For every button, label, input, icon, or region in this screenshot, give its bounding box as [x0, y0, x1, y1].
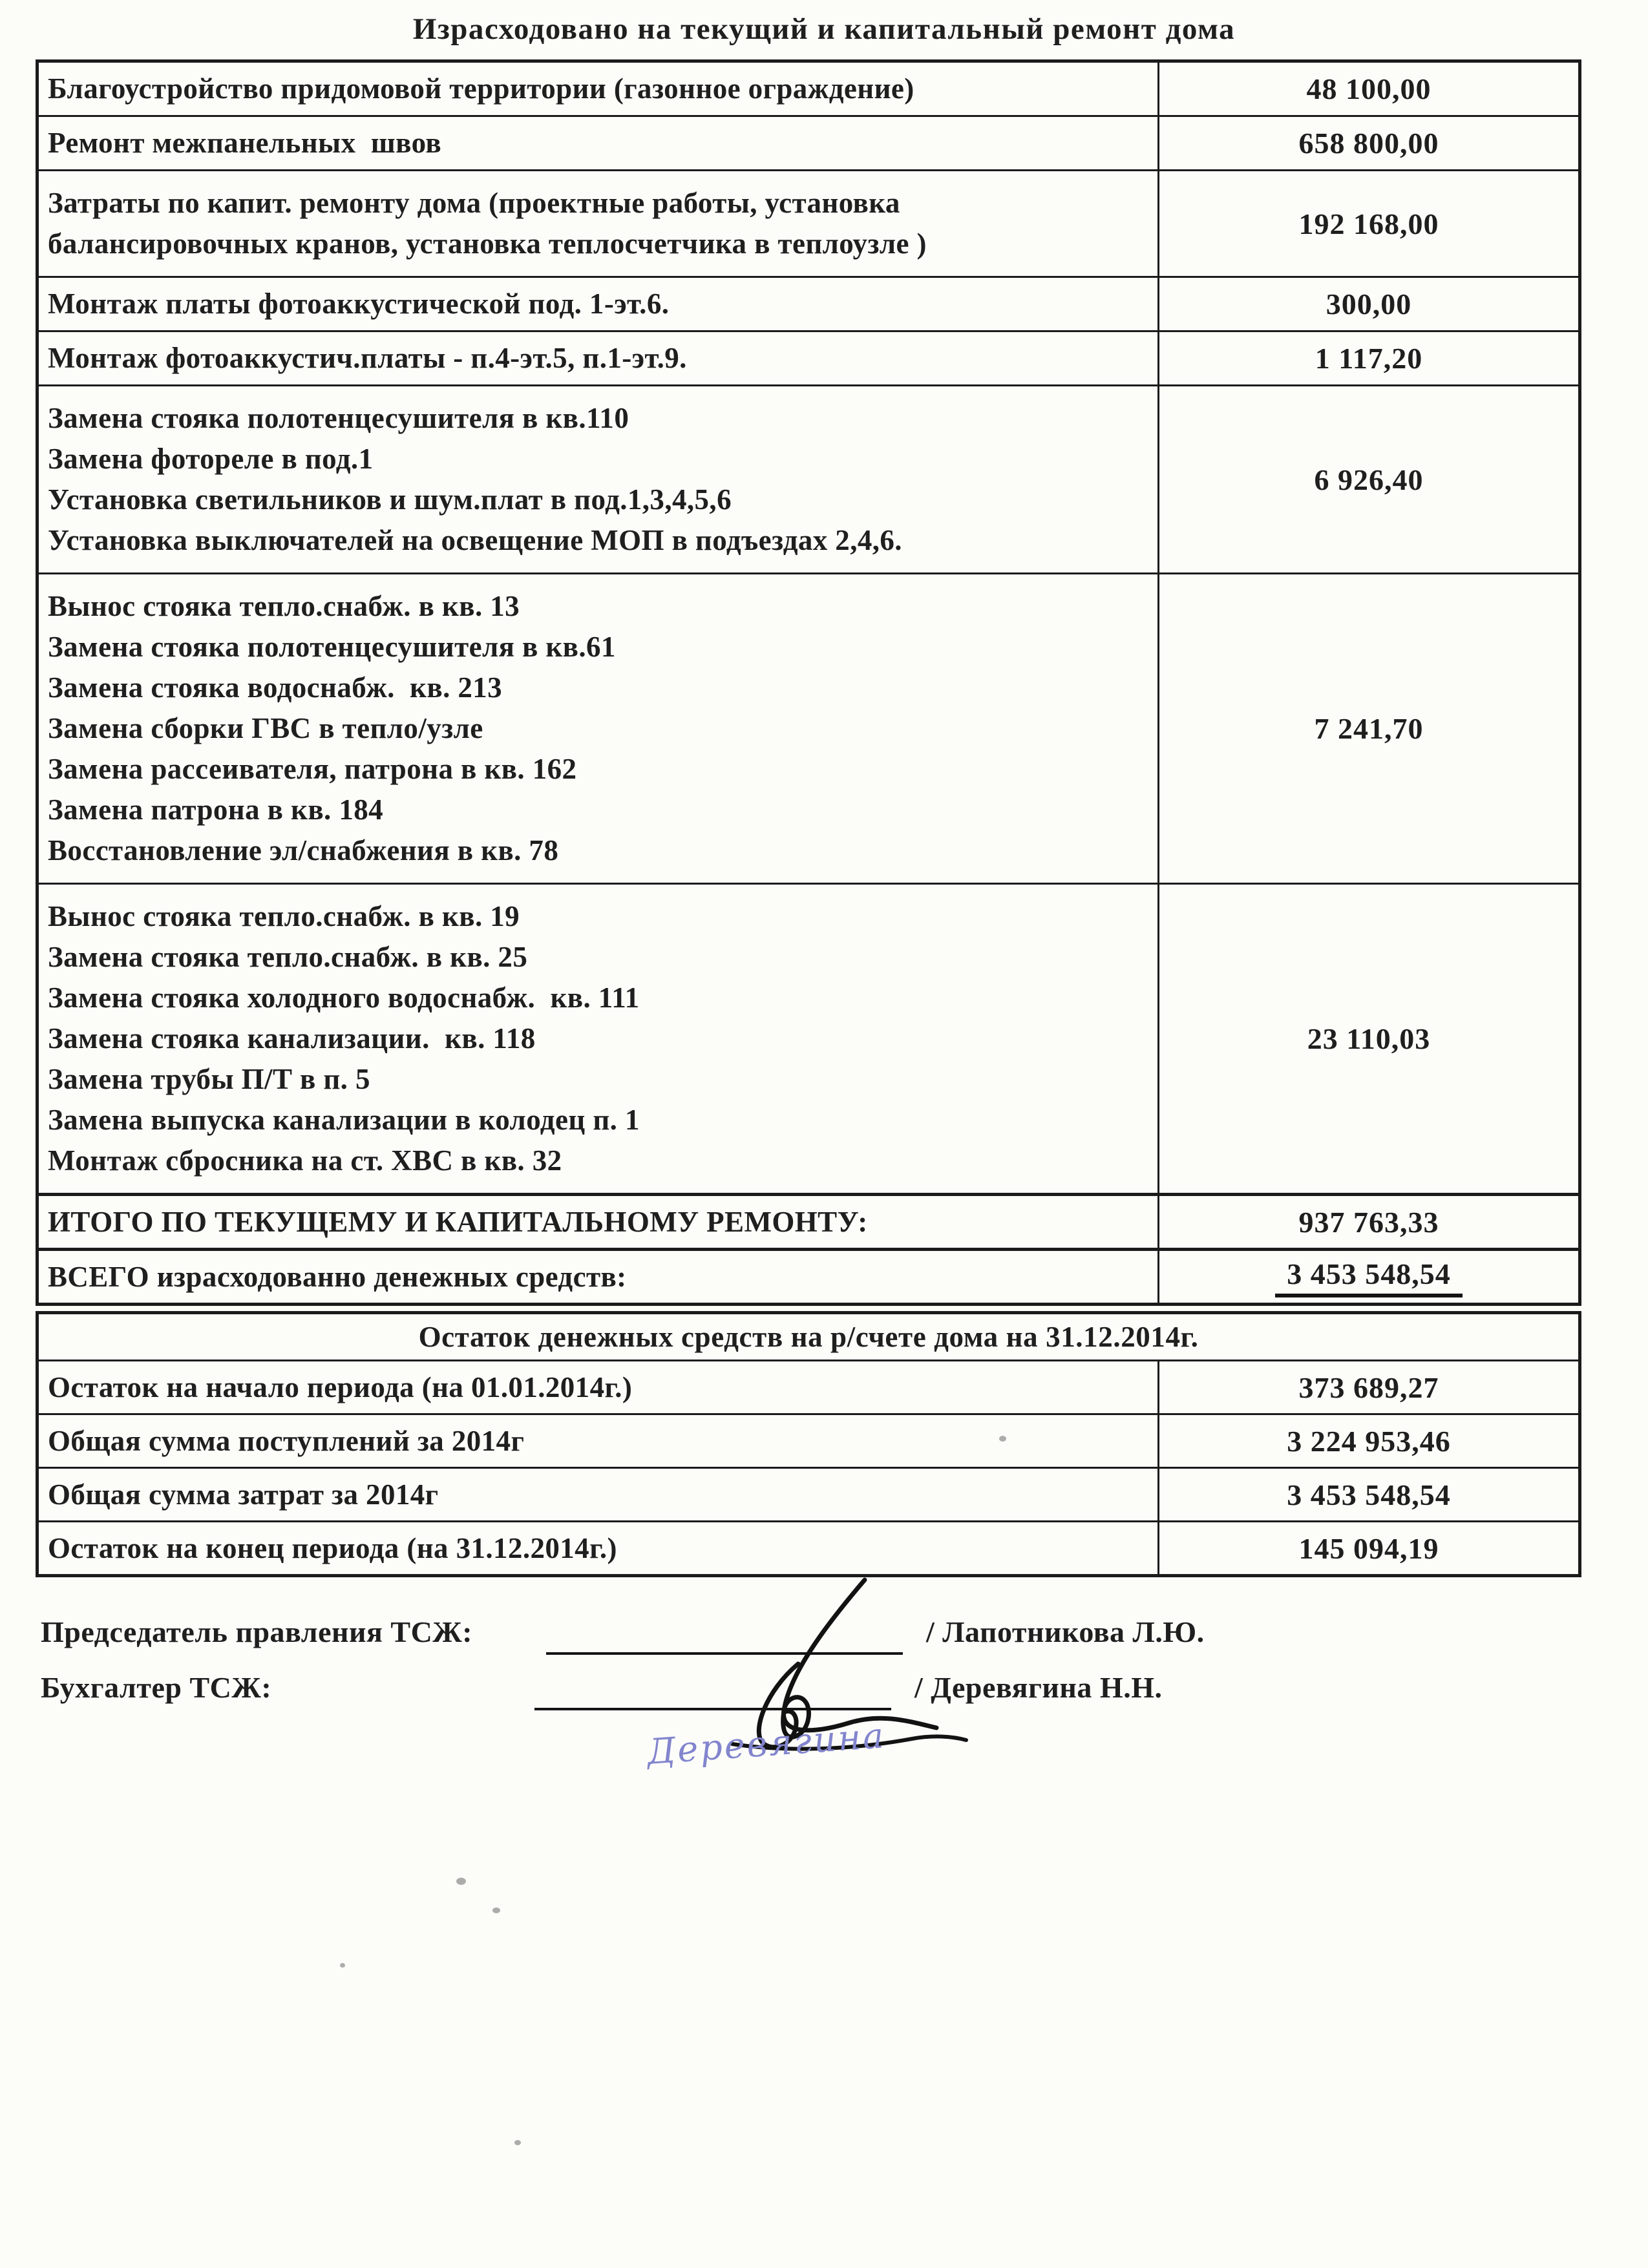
expense-line: балансировочных кранов, установка теплосчетчика в теплоузле )	[48, 227, 927, 260]
scan-speck	[456, 1878, 466, 1885]
expense-line: Вынос стояка тепло.снабж. в кв. 19	[48, 900, 520, 932]
expense-row	[37, 277, 1580, 331]
totals-amount	[1159, 1250, 1580, 1305]
expense-line: Замена патрона в кв. 184	[48, 793, 384, 826]
expense-row	[37, 331, 1580, 386]
handwritten-surname: Деревягина	[646, 1715, 887, 1772]
expense-description	[37, 574, 1159, 884]
expenses-tbody	[37, 61, 1580, 1305]
expense-line: Вынос стояка тепло.снабж. в кв. 13	[48, 590, 520, 622]
chairman-name: / Лапотникова Л.Ю.	[926, 1615, 1205, 1648]
scan-speck	[999, 1436, 1006, 1442]
expense-line: Замена стояка водоснабж. кв. 213	[48, 671, 503, 704]
accountant-signature-line	[534, 1708, 891, 1710]
chairman-label: Председатель правления ТСЖ:	[41, 1615, 473, 1648]
totals-label: ИТОГО ПО ТЕКУЩЕМУ И КАПИТАЛЬНОМУ РЕМОНТУ:	[37, 1195, 1159, 1250]
expense-row	[37, 171, 1580, 277]
balance-amount: 3 224 953,46	[1158, 1414, 1579, 1468]
expense-description	[37, 61, 1159, 116]
totals-label: ВСЕГО израсходованно денежных средств:	[37, 1250, 1159, 1305]
underlined-amount: 3 453 548,54	[1275, 1257, 1463, 1297]
expense-line: Ремонт межпанельных швов	[48, 127, 442, 159]
chairman-signature-line	[546, 1652, 903, 1655]
expense-line: Благоустройство придомовой территории (газонное ограждение)	[48, 72, 914, 105]
expense-line: Замена фотореле в под.1	[48, 443, 374, 475]
expense-amount: 48 100,00	[1159, 61, 1580, 116]
expense-description	[37, 331, 1159, 386]
expense-row	[37, 116, 1580, 171]
expense-amount: 192 168,00	[1159, 171, 1580, 277]
expense-line: Монтаж платы фотоаккустической под. 1-эт.6.	[48, 288, 670, 320]
expense-line: Замена стояка канализации. кв. 118	[48, 1022, 536, 1055]
balance-label: Общая сумма затрат за 2014г	[37, 1468, 1159, 1522]
balance-table	[36, 1311, 1581, 1577]
expense-line: Замена стояка тепло.снабж. в кв. 25	[48, 941, 528, 973]
signature-block	[36, 1615, 1581, 1828]
scan-speck	[227, 770, 233, 775]
expense-line: Замена рассеивателя, патрона в кв. 162	[48, 753, 577, 785]
balance-tbody	[37, 1313, 1580, 1576]
expense-amount: 6 926,40	[1159, 386, 1580, 574]
expense-line: Замена стояка холодного водоснабж. кв. 111	[48, 982, 640, 1014]
expenses-table	[36, 59, 1581, 1306]
expense-amount: 1 117,20	[1159, 331, 1580, 386]
expense-line: Установка светильников и шум.плат в под.1,3,4,5,6	[48, 483, 732, 516]
expense-amount: 23 110,03	[1159, 884, 1580, 1195]
expense-amount: 7 241,70	[1159, 574, 1580, 884]
expense-line: Монтаж сбросника на ст. ХВС в кв. 32	[48, 1144, 562, 1177]
scan-speck	[340, 1963, 345, 1968]
expense-line: Замена стояка полотенцесушителя в кв.110	[48, 402, 629, 434]
balance-label: Остаток на начало периода (на 01.01.2014г.)	[37, 1361, 1159, 1414]
balance-row	[37, 1414, 1580, 1468]
report-content	[36, 59, 1581, 1828]
expense-description	[37, 171, 1159, 277]
balance-row	[37, 1468, 1580, 1522]
expense-amount: 300,00	[1159, 277, 1580, 331]
expense-description	[37, 116, 1159, 171]
expense-line: Установка выключателей на освещение МОП в подъездах 2,4,6.	[48, 524, 902, 556]
balance-amount: 3 453 548,54	[1158, 1468, 1579, 1522]
balance-label: Общая сумма поступлений за 2014г	[37, 1414, 1159, 1468]
expense-line: Замена выпуска канализации в колодец п. 1	[48, 1104, 640, 1136]
page-title: Израсходовано на текущий и капитальный ремонт дома	[412, 12, 1236, 46]
balance-amount: 373 689,27	[1158, 1361, 1579, 1414]
accountant-label: Бухгалтер ТСЖ:	[41, 1671, 272, 1704]
balance-row	[37, 1522, 1580, 1576]
totals-row	[37, 1250, 1580, 1305]
balance-label: Остаток на конец периода (на 31.12.2014г.)	[37, 1522, 1159, 1576]
totals-amount: 937 763,33	[1159, 1195, 1580, 1250]
balance-section-header: Остаток денежных средств на р/счете дома на 31.12.2014г.	[37, 1313, 1580, 1361]
expense-description	[37, 277, 1159, 331]
expense-line: Монтаж фотоаккустич.платы - п.4-эт.5, п.1-эт.9.	[48, 342, 687, 374]
expense-row	[37, 61, 1580, 116]
expense-description	[37, 884, 1159, 1195]
accountant-name: / Деревягина Н.Н.	[914, 1671, 1163, 1704]
balance-row	[37, 1361, 1580, 1414]
expense-line: Замена трубы П/Т в п. 5	[48, 1063, 370, 1095]
expense-row	[37, 574, 1580, 884]
expense-line: Замена сборки ГВС в тепло/узле	[48, 712, 483, 744]
scan-speck	[492, 1907, 500, 1913]
expense-description	[37, 386, 1159, 574]
scan-speck	[514, 2140, 521, 2145]
expense-row	[37, 884, 1580, 1195]
balance-amount: 145 094,19	[1158, 1522, 1579, 1576]
expense-line: Восстановление эл/снабжения в кв. 78	[48, 834, 559, 866]
expense-line: Замена стояка полотенцесушителя в кв.61	[48, 631, 616, 663]
expense-amount: 658 800,00	[1159, 116, 1580, 171]
expense-line: Затраты по капит. ремонту дома (проектные работы, установка	[48, 187, 900, 219]
totals-row	[37, 1195, 1580, 1250]
balance-header-row	[37, 1313, 1580, 1361]
expense-row	[37, 386, 1580, 574]
